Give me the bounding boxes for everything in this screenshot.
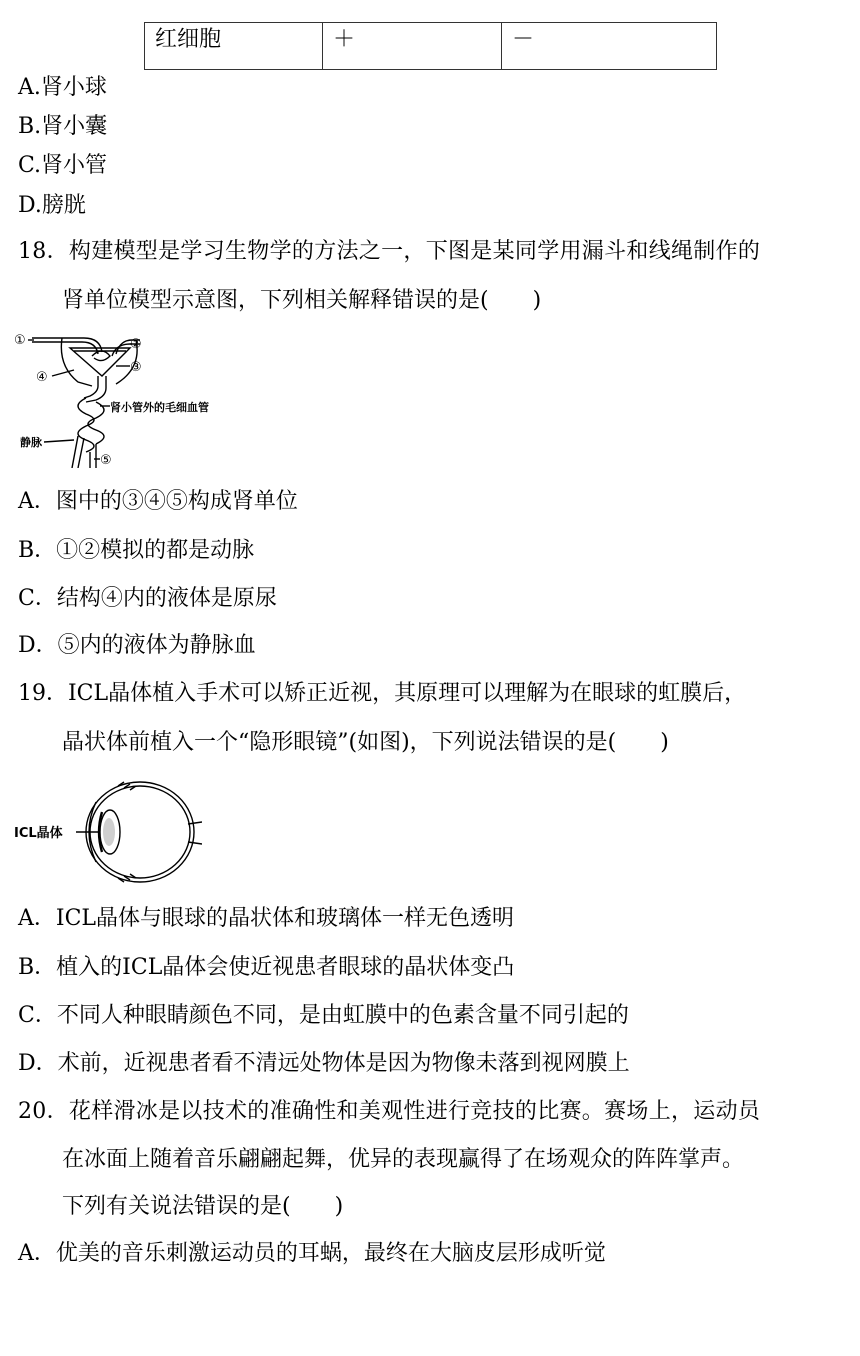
q17-option-a: A.肾小球: [18, 75, 107, 100]
q18-option-c: C．结构④内的液体是原尿: [18, 586, 277, 611]
q19-option-c: C．不同人种眼睛颜色不同，是由虹膜中的色素含量不同引起的: [18, 1003, 629, 1028]
figure-label-vein: 静脉: [20, 436, 42, 449]
q18-stem-line1: 18．构建模型是学习生物学的方法之一，下图是某同学用漏斗和线绳制作的: [18, 239, 761, 264]
q20-option-a: A．优美的音乐刺激运动员的耳蜗，最终在大脑皮层形成听觉: [18, 1241, 606, 1266]
eye-figure: [12, 776, 202, 888]
figure-label-5: ⑤: [100, 453, 112, 468]
data-table: [144, 22, 717, 70]
figure-label-1: ①: [14, 333, 26, 348]
q18-stem-line2: 肾单位模型示意图，下列相关解释错误的是( ): [62, 288, 542, 313]
q19-option-b: B．植入的ICL晶体会使近视患者眼球的晶状体变凸: [18, 955, 515, 980]
q19-stem-line2: 晶状体前植入一个“隐形眼镜”(如图)，下列说法错误的是( ): [62, 730, 669, 755]
figure-label-3: ③: [130, 360, 142, 375]
q20-stem-line3: 下列有关说法错误的是( ): [62, 1194, 344, 1219]
q20-stem-line1: 20．花样滑冰是以技术的准确性和美观性进行竞技的比赛。赛场上，运动员: [18, 1099, 761, 1124]
table-row: [145, 23, 717, 70]
q17-option-c: C.肾小管: [18, 153, 108, 178]
figure-label-4: ④: [36, 370, 48, 385]
table-cell: 红细胞: [145, 23, 323, 70]
q19-stem-line1: 19．ICL晶体植入手术可以矫正近视，其原理可以理解为在眼球的虹膜后，: [18, 681, 747, 706]
figure-label-2: ②: [130, 337, 142, 352]
figure-label-capillary: 肾小管外的毛细血管: [110, 401, 209, 414]
q20-stem-line2: 在冰面上随着音乐翩翩起舞，优异的表现赢得了在场观众的阵阵掌声。: [62, 1147, 745, 1172]
q18-option-d: D．⑤内的液体为静脉血: [18, 633, 256, 658]
q19-option-d: D．术前，近视患者看不清远处物体是因为物像未落到视网膜上: [18, 1051, 630, 1076]
nephron-model-figure: [12, 326, 252, 468]
q19-option-a: A．ICL晶体与眼球的晶状体和玻璃体一样无色透明: [18, 906, 515, 931]
q17-option-d: D.膀胱: [18, 193, 86, 218]
q18-option-b: B．①②模拟的都是动脉: [18, 538, 255, 563]
q17-option-b: B.肾小囊: [18, 114, 108, 139]
table-cell: ＋: [323, 23, 502, 70]
table-cell: －: [502, 23, 717, 70]
figure-label-icl: ICL晶体: [14, 826, 63, 841]
q18-option-a: A．图中的③④⑤构成肾单位: [18, 489, 298, 514]
